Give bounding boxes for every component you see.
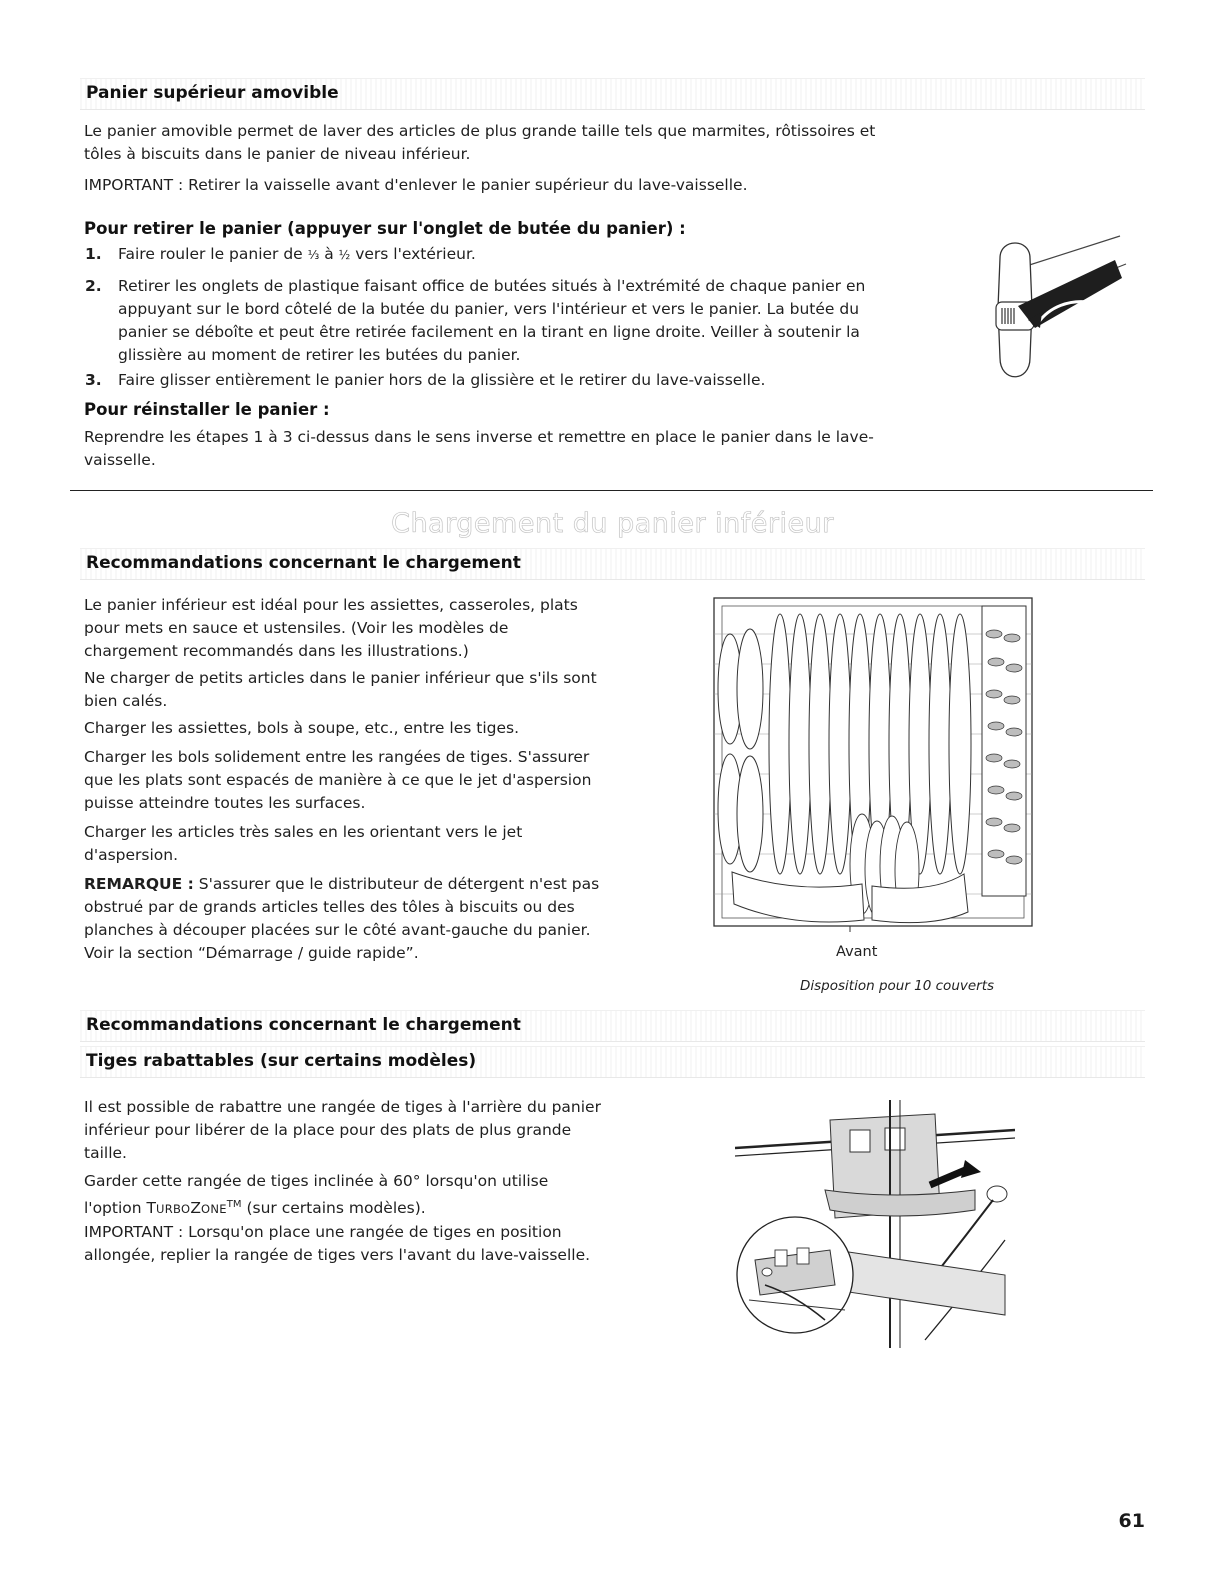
- step-text: à: [319, 245, 339, 263]
- step-number: 2.: [85, 277, 102, 295]
- reinstall-heading: Pour réinstaller le panier :: [84, 400, 330, 419]
- remarque-note: [84, 873, 604, 965]
- step-text: Faire rouler le panier de: [118, 245, 308, 263]
- figure-caption: Disposition pour 10 couverts: [800, 978, 995, 994]
- loading-paragraph: Charger les bols solidement entre les rangées de tiges. S'assurer que les plats sont espacés de manière à ce que le jet d'aspersion puisse atteindre toutes les surfaces.: [84, 748, 592, 812]
- brand-name: ONE: [200, 1202, 227, 1217]
- folding-tines-illustration: [735, 1100, 1015, 1350]
- fraction: ⅓: [307, 248, 320, 262]
- loading-paragraph: Charger les articles très sales en les orientant vers le jet d'aspersion.: [84, 823, 523, 864]
- step-text: vers l'extérieur.: [350, 245, 476, 263]
- important-text: Lorsqu'on place une rangée de tiges en position allongée, replier la rangée de tiges vers l'avant du lave-vaisselle.: [84, 1223, 591, 1264]
- trademark: TM: [226, 1199, 242, 1210]
- reinstall-paragraph: Reprendre les étapes 1 à 3 ci-dessus dans le sens inverse et remettre en place le panier dans le lave-vaisselle.: [84, 428, 874, 469]
- tines-text: Garder cette rangée de tiges inclinée à 60° lorsqu'on utilise l'option: [84, 1172, 549, 1218]
- important-text: Retirer la vaisselle avant d'enlever le panier supérieur du lave-vaisselle.: [188, 176, 748, 194]
- section-divider: [70, 490, 1153, 491]
- important-label: IMPORTANT :: [84, 176, 184, 194]
- tines-text: (sur certains modèles).: [241, 1199, 426, 1218]
- important-label: IMPORTANT :: [84, 1223, 184, 1241]
- remove-basket-heading: Pour retirer le panier (appuyer sur l'onglet de butée du panier) :: [84, 219, 686, 238]
- remarque-label: REMARQUE :: [84, 875, 194, 893]
- section-heading: Recommandations concernant le chargement: [86, 1015, 521, 1035]
- brand-name: T: [146, 1199, 156, 1218]
- step-number: 3.: [85, 371, 102, 389]
- section-title: Chargement du panier inférieur: [391, 508, 834, 539]
- step-item: [85, 369, 908, 392]
- tines-paragraph: Il est possible de rabattre une rangée de tiges à l'arrière du panier inférieur pour libérer de la place pour des plats de plus grande taille.: [84, 1098, 601, 1162]
- tines-paragraph: [84, 1170, 604, 1221]
- brand-name: Z: [190, 1199, 201, 1218]
- loading-paragraph: Ne charger de petits articles dans le panier inférieur que s'ils sont bien calés.: [84, 669, 597, 710]
- lower-rack-illustration: [712, 594, 1036, 932]
- step-text: Retirer les onglets de plastique faisant office de butées situés à l'extrémité de chaque panier en appuyant sur le bord côtelé de la butée du panier, vers l'intérieur et vers le panier. La butée du panier se déboîte et peut être retirée facilement en la tirant en ligne droite. Veiller à soutenir la glissière au moment de retirer les butées du panier.: [118, 277, 866, 364]
- basket-stop-illustration: [980, 228, 1130, 388]
- section-subheading: Tiges rabattables (sur certains modèles): [86, 1051, 477, 1071]
- step-item: [85, 243, 908, 267]
- figure-label: Avant: [836, 944, 878, 960]
- section-heading: Recommandations concernant le chargement: [86, 553, 521, 573]
- loading-paragraph: Le panier inférieur est idéal pour les assiettes, casseroles, plats pour mets en sauce et ustensiles. (Voir les modèles de chargement recommandés dans les illustrations.): [84, 596, 578, 660]
- loading-paragraph: Charger les assiettes, bols à soupe, etc., entre les tiges.: [84, 719, 519, 737]
- fraction: ½: [338, 248, 351, 262]
- intro-paragraph: Le panier amovible permet de laver des articles de plus grande taille tels que marmites, rôtissoires et tôles à biscuits dans le panier de niveau inférieur.: [84, 122, 876, 163]
- remarque-text: S'assurer que le distributeur de détergent n'est pas obstrué par de grands articles telles des tôles à biscuits ou des planches à découper placées sur le côté avant-gauche du panier. Voir la section “Démarrage / guide rapide”.: [84, 875, 600, 962]
- important-note: [84, 1221, 604, 1267]
- section-heading: Panier supérieur amovible: [86, 83, 339, 103]
- important-note: [84, 174, 914, 197]
- step-number: 1.: [85, 245, 102, 263]
- step-item: [85, 275, 908, 367]
- brand-name: URBO: [155, 1202, 191, 1217]
- page-number: 61: [1118, 1510, 1145, 1532]
- step-text: Faire glisser entièrement le panier hors de la glissière et le retirer du lave-vaisselle.: [118, 371, 766, 389]
